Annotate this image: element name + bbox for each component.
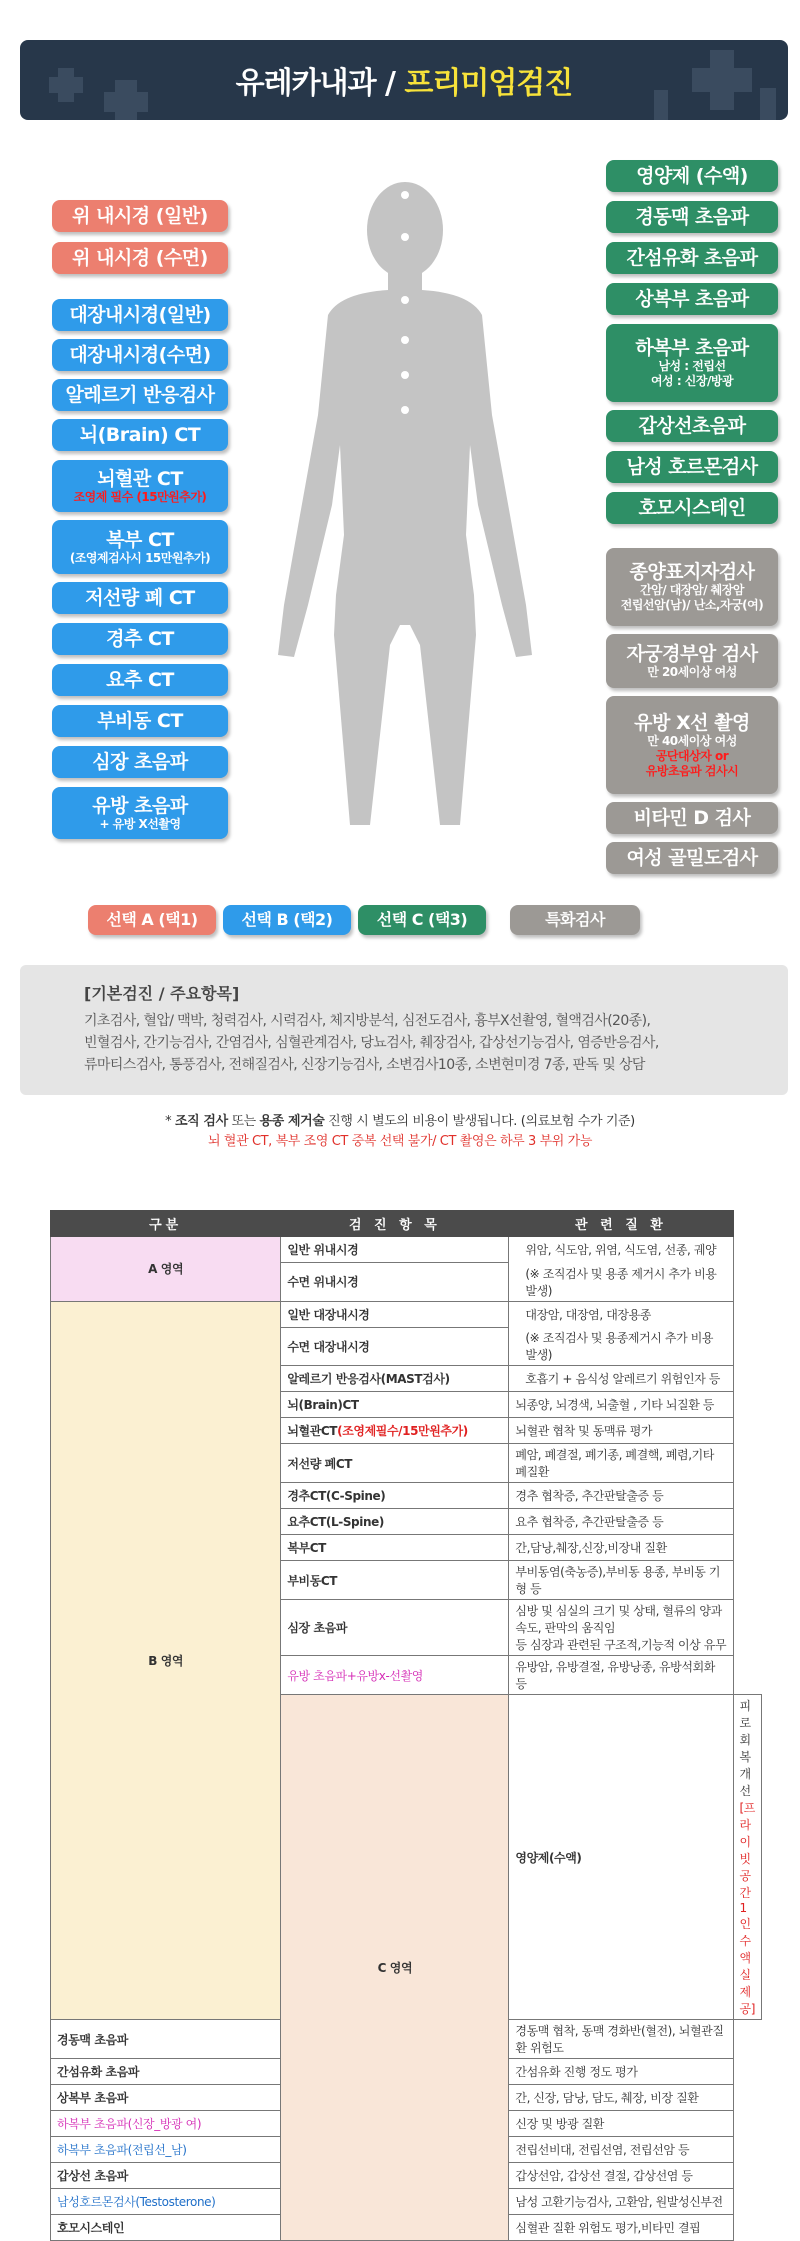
pill-mammography: 유방 X선 촬영 만 40세이상 여성 공단대상자 or 유방초음파 검사시 [606, 696, 778, 794]
header-items: 검 진 항 목 [281, 1211, 509, 1237]
item: 일반 대장내시경 [281, 1301, 509, 1327]
item: 호모시스테인 [51, 2215, 281, 2241]
disease: 간,담낭,췌장,신장,비장내 질환 [509, 1535, 733, 1561]
legend-special-test: 특화검사 [510, 905, 640, 935]
pill-upper-abdomen-ultrasound: 상복부 초음파 [606, 283, 778, 315]
pill-male-hormone-test: 남성 호르몬검사 [606, 451, 778, 483]
disease: 신장 및 방광 질환 [509, 2111, 733, 2137]
pill-low-dose-lung-ct: 저선량 폐 CT [52, 582, 228, 614]
disease: 요추 협착증, 추간판탈출증 등 [509, 1509, 733, 1535]
item: 수면 대장내시경 [281, 1327, 509, 1366]
pill-gastroscopy-sleep: 위 내시경 (수면) [52, 242, 228, 274]
decor-cross [49, 77, 83, 93]
item: 상복부 초음파 [51, 2085, 281, 2111]
item: 저선량 폐CT [281, 1444, 509, 1483]
pill-colonoscopy-general: 대장내시경(일반) [52, 299, 228, 331]
legend-choice-a: 선택 A (택1) [88, 905, 216, 935]
item: 복부CT [281, 1535, 509, 1561]
disease-note: (※ 조직검사 및 용종 제거시 추가 비용 발생) [509, 1263, 733, 1302]
human-body-figure [270, 175, 540, 855]
disease: 뇌종양, 뇌경색, 뇌출혈 , 기타 뇌질환 등 [509, 1392, 733, 1418]
decor-cross [760, 88, 776, 120]
item: 알레르기 반응검사(MAST검사) [281, 1366, 509, 1392]
basic-checkup-line: 기초검사, 혈압/ 맥박, 청력검사, 시력검사, 체지방분석, 심전도검사, 흉부X선촬영, 혈액검사(20종), [84, 1013, 651, 1029]
section-b: B 영역 [51, 1301, 281, 2020]
note-biopsy-cost: * 조직 검사 또는 용종 제거술 진행 시 별도의 비용이 발생됩니다. (의료보험 수가 기준) [165, 1114, 635, 1129]
pill-abdominal-ct: 복부 CT (조영제검사시 15만원추가) [52, 520, 228, 574]
pill-bone-density: 여성 골밀도검사 [606, 842, 778, 874]
disease: 피로회복개선 [프라이빗 공간 1인 수액실 제공] [733, 1695, 761, 2020]
item: 하복부 초음파(전립선_남) [51, 2137, 281, 2163]
header-diseases: 관 련 질 환 [509, 1211, 733, 1237]
pill-vitamin-d: 비타민 D 검사 [606, 802, 778, 834]
pill-sinus-ct: 부비동 CT [52, 705, 228, 737]
pill-lumbar-ct: 요추 CT [52, 664, 228, 696]
pill-liver-fibrosis-ultrasound: 간섬유화 초음파 [606, 242, 778, 274]
section-c: C 영역 [281, 1695, 509, 2241]
header-banner [20, 40, 788, 120]
basic-checkup-line: 류마티스검사, 통풍검사, 전해질검사, 신장기능검사, 소변검사10종, 소변현미경 7종, 판독 및 상담 [84, 1057, 645, 1073]
item: 심장 초음파 [281, 1600, 509, 1656]
decor-cross [104, 92, 148, 112]
pill-homocysteine: 호모시스테인 [606, 492, 778, 524]
section-a: A 영역 [51, 1237, 281, 1302]
disease: 대장암, 대장염, 대장용종 [509, 1301, 733, 1327]
note-ct-restriction: 뇌 혈관 CT, 복부 조영 CT 중복 선택 불가/ CT 촬영은 하루 3 부위 가능 [208, 1134, 592, 1149]
disease: 간, 신장, 담낭, 담도, 췌장, 비장 질환 [509, 2085, 733, 2111]
page-title: 유레카내과 / 프리미엄검진 [235, 66, 573, 101]
table-row [51, 1301, 762, 1327]
item: 남성호르몬검사(Testosterone) [51, 2189, 281, 2215]
basic-checkup-title: [기본검진 / 주요항목] [84, 984, 240, 1003]
disease: 심방 및 심실의 크기 및 상태, 혈류의 양과 속도, 판막의 움직임 등 심장과 관련된 구조적,기능적 이상 유무 [509, 1600, 733, 1656]
basic-checkup-box [20, 965, 788, 1095]
disease-note: (※ 조직검사 및 용종제거시 추가 비용 발생) [509, 1327, 733, 1366]
pill-tumor-marker: 종양표지자검사 간암/ 대장암/ 췌장암 전립선암(남)/ 난소,자궁(여) [606, 548, 778, 626]
disease: 위암, 식도암, 위염, 식도염, 선종, 궤양 [509, 1237, 733, 1263]
item: 갑상선 초음파 [51, 2163, 281, 2189]
pill-cervical-ct: 경추 CT [52, 623, 228, 655]
notes [0, 1112, 800, 1152]
pill-lower-abdomen-ultrasound: 하복부 초음파 남성 : 전립선 여성 : 신장/방광 [606, 324, 778, 402]
checkup-table [50, 1210, 762, 2241]
item: 일반 위내시경 [281, 1237, 509, 1263]
item: 요추CT(L-Spine) [281, 1509, 509, 1535]
item: 뇌(Brain)CT [281, 1392, 509, 1418]
pill-iv-nutrition: 영양제 (수액) [606, 160, 778, 192]
pill-allergy-test: 알레르기 반응검사 [52, 379, 228, 411]
decor-cross [654, 90, 668, 120]
disease: 간섬유화 진행 정도 평가 [509, 2059, 733, 2085]
basic-checkup-line: 빈혈검사, 간기능검사, 간염검사, 심혈관계검사, 당뇨검사, 췌장검사, 갑상선기능검사, 염증반응검사, [84, 1035, 659, 1051]
pill-thyroid-ultrasound: 갑상선초음파 [606, 410, 778, 442]
disease: 남성 고환기능검사, 고환암, 원발성신부전 [509, 2189, 733, 2215]
pill-colonoscopy-sleep: 대장내시경(수면) [52, 339, 228, 371]
pill-breast-ultrasound: 유방 초음파 + 유방 X선촬영 [52, 787, 228, 839]
item: 경추CT(C-Spine) [281, 1483, 509, 1509]
item: 경동맥 초음파 [51, 2020, 281, 2059]
item: 유방 초음파+유방x-선촬영 [281, 1656, 509, 1695]
pill-cardiac-ultrasound: 심장 초음파 [52, 746, 228, 778]
table-row [51, 1237, 762, 1263]
item: 수면 위내시경 [281, 1263, 509, 1302]
disease: 전립선비대, 전립선염, 전립선암 등 [509, 2137, 733, 2163]
item: 뇌혈관CT(조영제필수/15만원추가) [281, 1418, 509, 1444]
disease: 호흡기 + 음식성 알레르기 위험인자 등 [509, 1366, 733, 1392]
table-header-row [51, 1211, 762, 1237]
pill-gastroscopy-general: 위 내시경 (일반) [52, 200, 228, 232]
disease: 갑상선암, 갑상선 결절, 갑상선염 등 [509, 2163, 733, 2189]
legend-choice-b: 선택 B (택2) [223, 905, 351, 935]
pill-cervical-cancer-test: 자궁경부암 검사 만 20세이상 여성 [606, 634, 778, 688]
decor-cross [692, 68, 752, 92]
item: 영양제(수액) [509, 1695, 733, 2020]
disease: 경동맥 협착, 동맥 경화반(혈전), 뇌혈관질환 위험도 [509, 2020, 733, 2059]
item: 부비동CT [281, 1561, 509, 1600]
disease: 심혈관 질환 위험도 평가,비타민 결핍 [509, 2215, 733, 2241]
pill-brain-ct: 뇌(Brain) CT [52, 419, 228, 451]
item: 간섬유화 초음파 [51, 2059, 281, 2085]
disease: 뇌혈관 협착 및 동맥류 평가 [509, 1418, 733, 1444]
header-category: 구분 [51, 1211, 281, 1237]
disease: 경추 협착증, 추간판탈출증 등 [509, 1483, 733, 1509]
legend-choice-c: 선택 C (택3) [358, 905, 486, 935]
disease: 유방암, 유방결절, 유방낭종, 유방석회화 등 [509, 1656, 733, 1695]
pill-cerebrovascular-ct: 뇌혈관 CT 조영제 필수 (15만원추가) [52, 460, 228, 512]
item: 하복부 초음파(신장_방광 여) [51, 2111, 281, 2137]
disease: 부비동염(축농증),부비동 용종, 부비동 기형 등 [509, 1561, 733, 1600]
pill-carotid-ultrasound: 경동맥 초음파 [606, 201, 778, 233]
disease: 폐암, 폐결절, 폐기종, 폐결핵, 폐렴,기타 폐질환 [509, 1444, 733, 1483]
